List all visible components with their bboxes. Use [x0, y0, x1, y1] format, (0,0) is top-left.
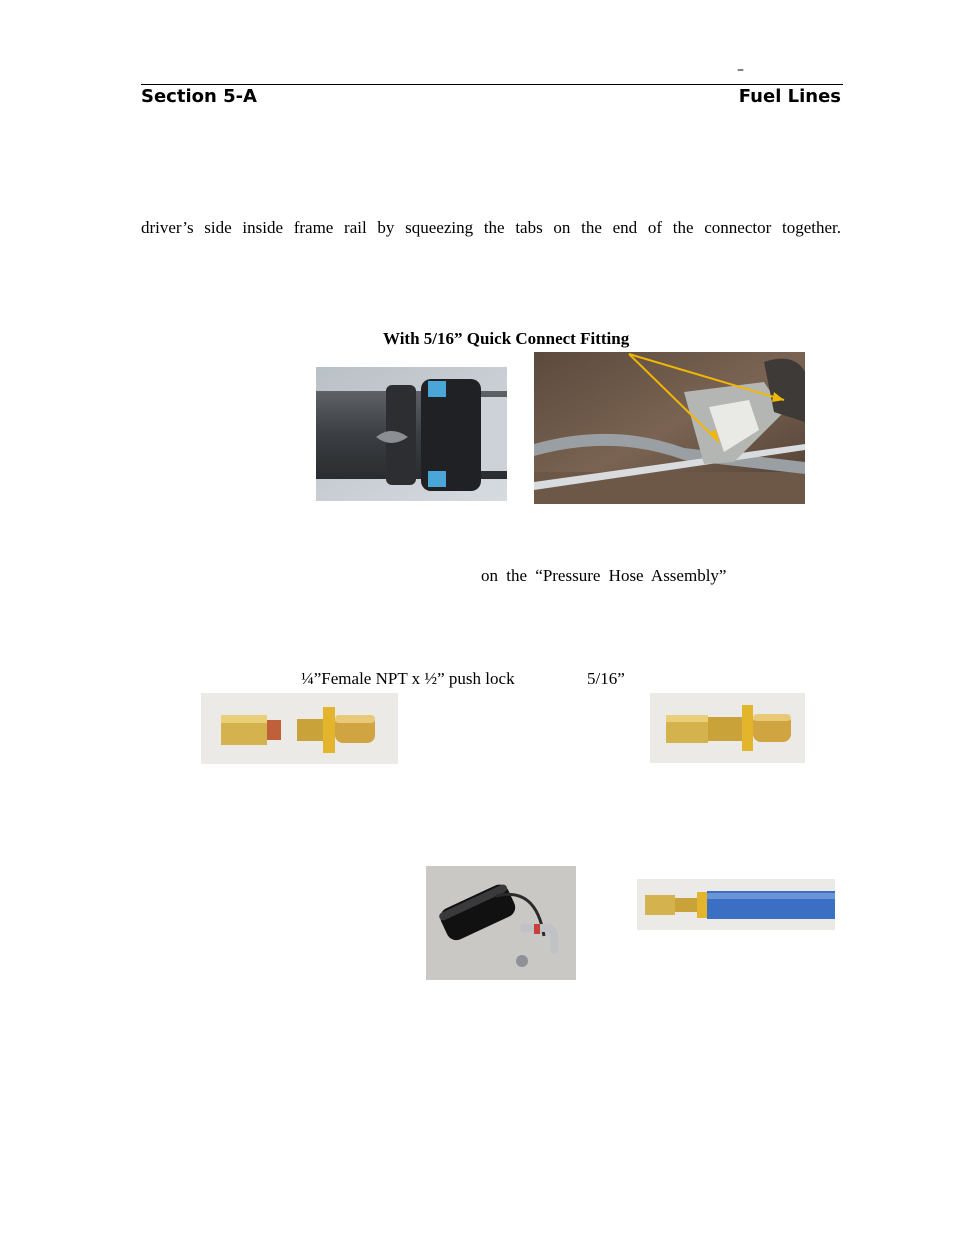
canister-elbow-fitting-photo: [426, 866, 576, 980]
header-dash: –: [737, 62, 744, 78]
quick-connect-closeup-photo: [316, 367, 507, 501]
figure-caption: With 5/16” Quick Connect Fitting: [383, 329, 630, 348]
size-516-text: 5/16”: [587, 669, 625, 688]
pressure-hose-text: on the “Pressure Hose Assembly”: [481, 566, 727, 585]
page-title: Fuel Lines: [738, 86, 841, 107]
frame-rail-connector-photo: [534, 352, 805, 504]
blue-hose-fitting-photo: [637, 879, 835, 930]
brass-fittings-separate-photo: [201, 693, 398, 764]
brass-fitting-assembled-photo: [650, 693, 805, 763]
header-rule: [141, 84, 843, 85]
section-label: Section 5-A: [141, 86, 257, 107]
body-paragraph-line: driver’s side inside frame rail by squeezing the tabs on the end of the connector together.: [141, 218, 841, 237]
npt-fitting-text: ¼”Female NPT x ½” push lock: [301, 669, 515, 688]
